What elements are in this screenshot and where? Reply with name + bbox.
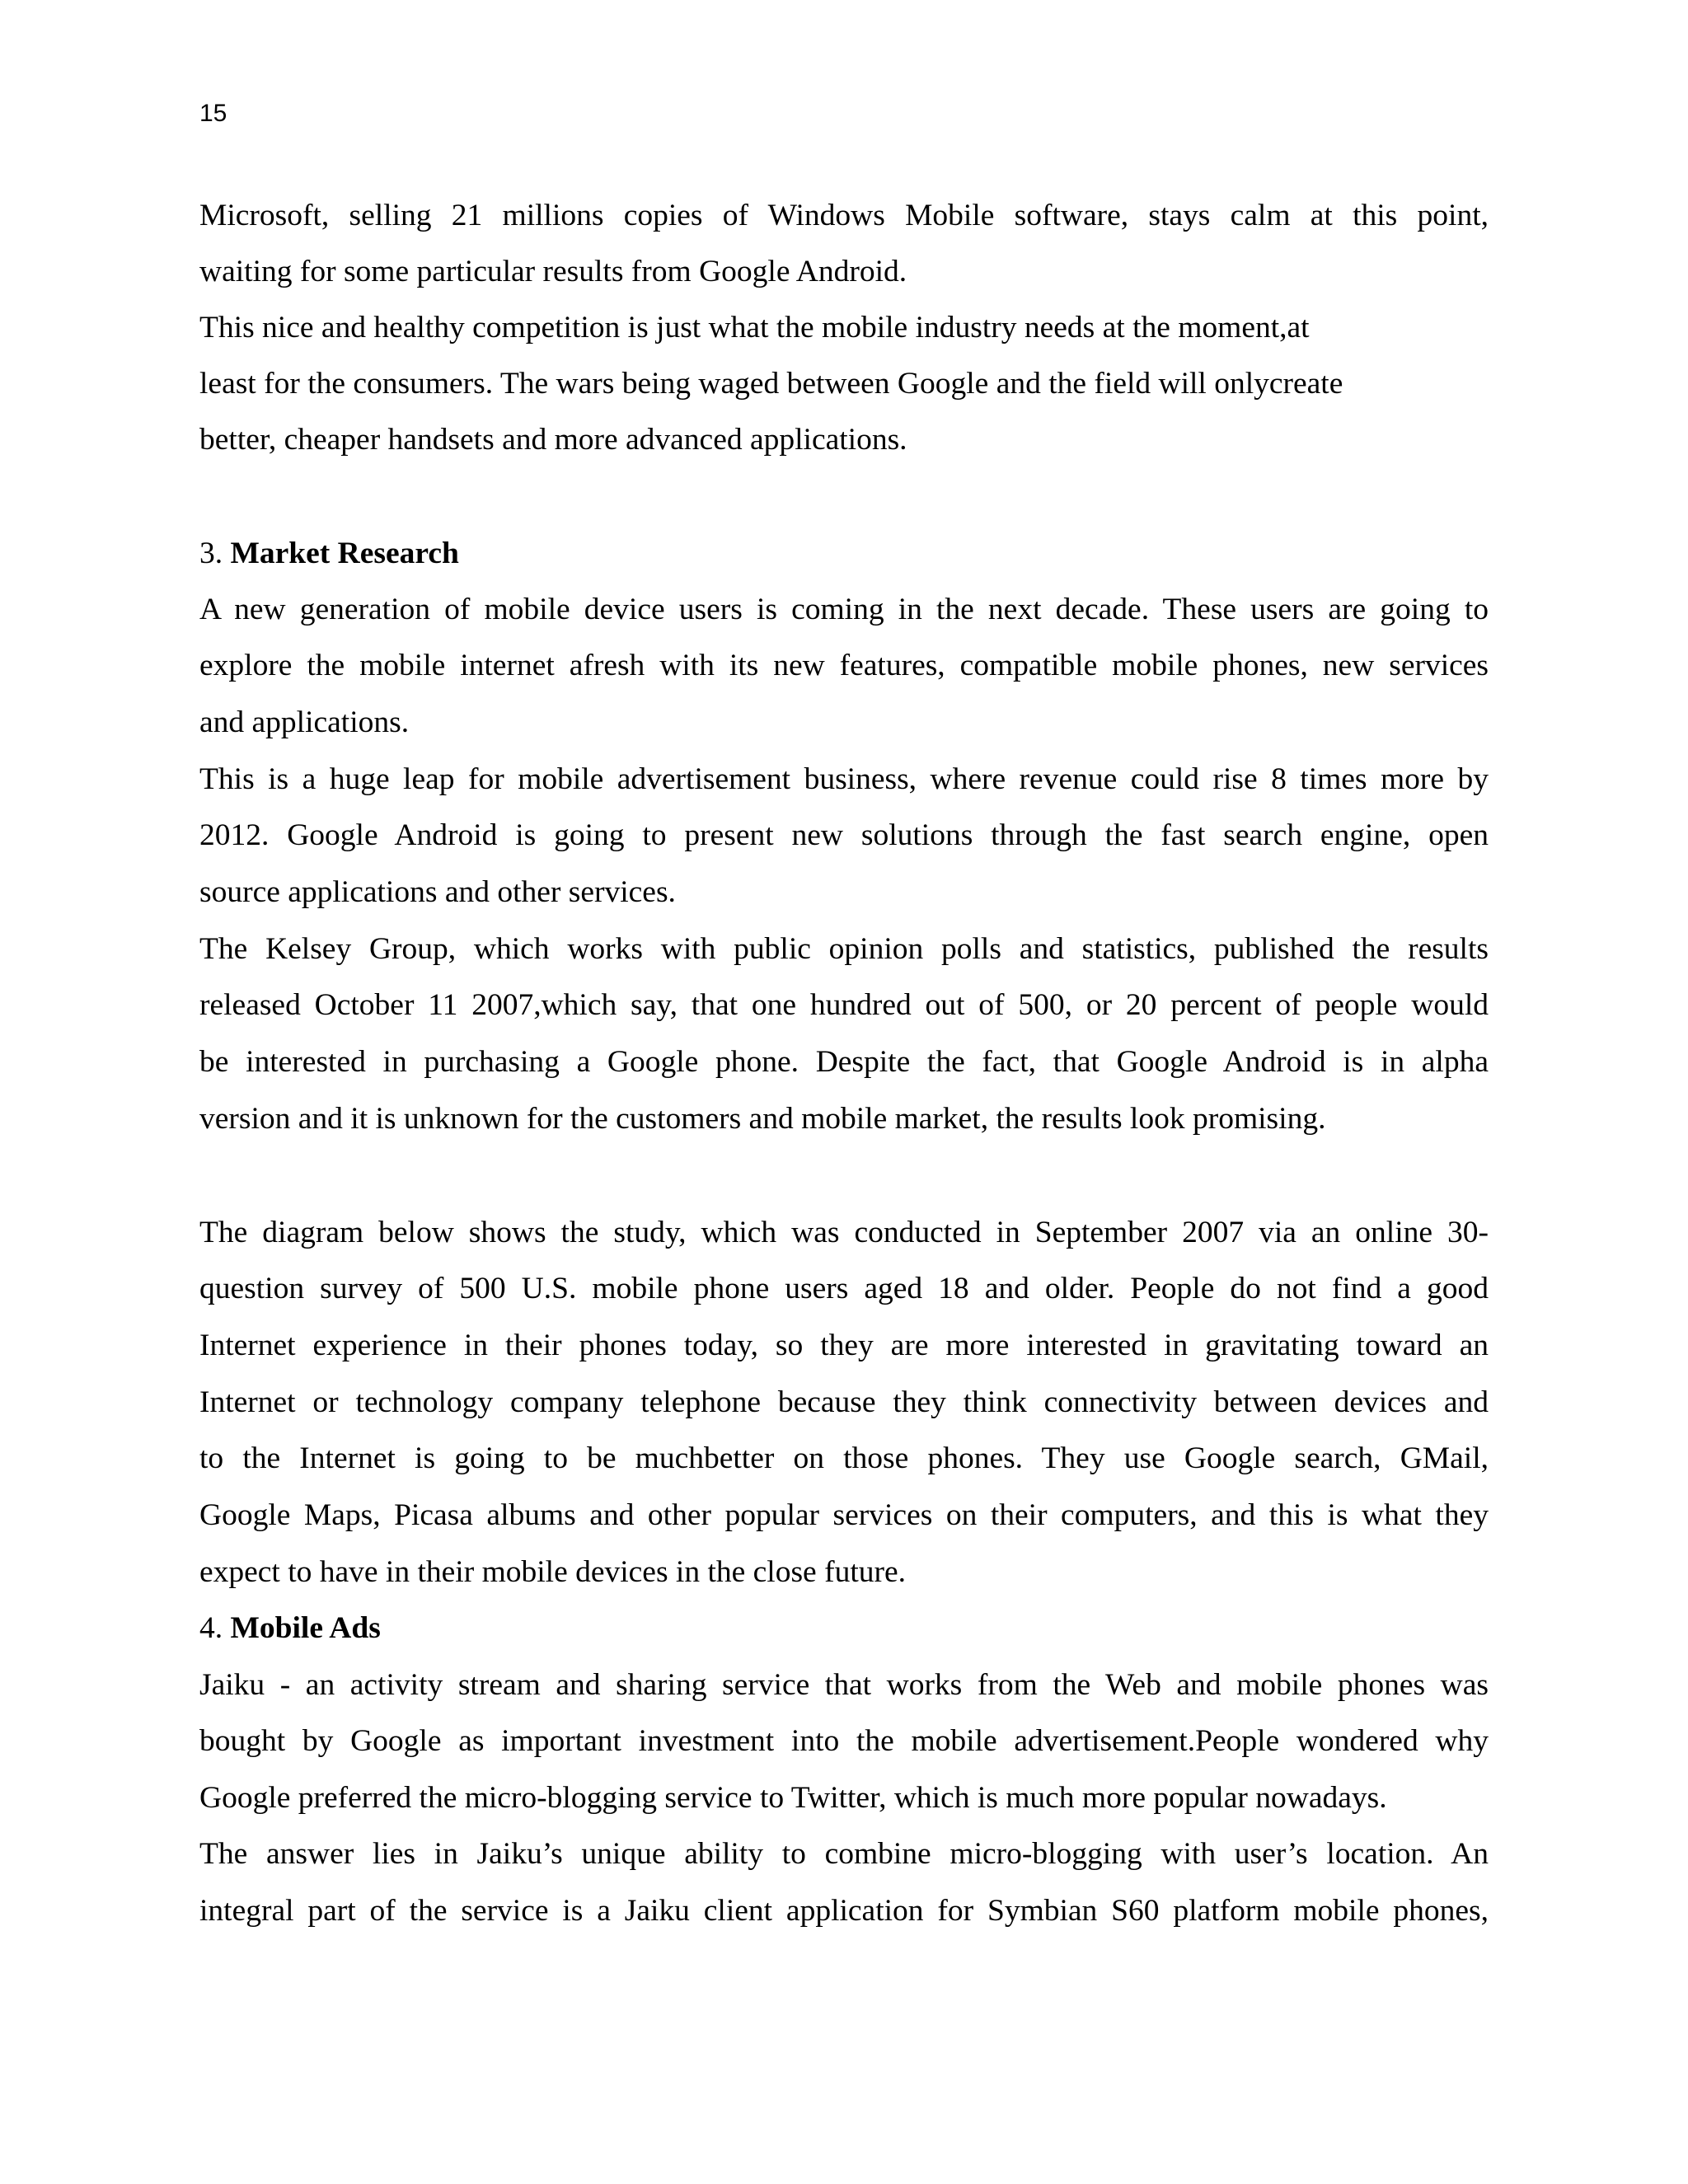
paragraph-line: Jaiku - an activity stream and sharing service that works from the Web and mobile phones was [199,1668,1489,1702]
paragraph-line: 2012. Google Android is going to present new solutions through the fast search engine, open [199,818,1489,852]
paragraph-line: Google preferred the micro-blogging service to Twitter, which is much more popular nowadays. [199,1781,1387,1815]
paragraph-line: integral part of the service is a Jaiku client application for Symbian S60 platform mobile phones, [199,1894,1489,1928]
section-title: Mobile Ads [230,1611,381,1645]
paragraph-line: Internet experience in their phones today, so they are more interested in gravitating toward an [199,1329,1489,1362]
section-number: 3. [199,537,231,570]
paragraph-line: Internet or technology company telephone because they think connectivity between devices and [199,1385,1489,1419]
paragraph-line: released October 11 2007,which say, that one hundred out of 500, or 20 percent of people would [199,988,1489,1022]
paragraph-line: explore the mobile internet afresh with its new features, compatible mobile phones, new services [199,649,1489,682]
paragraph-line: bought by Google as important investment into the mobile advertisement.People wondered why [199,1724,1489,1758]
paragraph-line: expect to have in their mobile devices in the close future. [199,1555,906,1589]
paragraph-line: The Kelsey Group, which works with public opinion polls and statistics, published the results [199,932,1489,966]
paragraph-line: This nice and healthy competition is just what the mobile industry needs at the moment,at [199,311,1310,344]
paragraph-line: A new generation of mobile device users is coming in the next decade. These users are going to [199,593,1489,626]
paragraph-line: The answer lies in Jaiku’s unique ability to combine micro-blogging with user’s location. An [199,1837,1489,1871]
page-number: 15 [199,100,227,127]
paragraph-line: The diagram below shows the study, which was conducted in September 2007 via an online 30- [199,1216,1489,1249]
paragraph-line: version and it is unknown for the customers and mobile market, the results look promising. [199,1102,1326,1136]
section-heading-market-research [199,526,459,583]
paragraph-line: waiting for some particular results from Google Android. [199,255,907,288]
paragraph-line: be interested in purchasing a Google phone. Despite the fact, that Google Android is in alpha [199,1045,1489,1079]
paragraph-line: better, cheaper handsets and more advanced applications. [199,423,907,457]
section-number: 4. [199,1611,231,1645]
section-heading-mobile-ads [199,1601,381,1657]
paragraph-line: source applications and other services. [199,875,676,909]
paragraph-line: Google Maps, Picasa albums and other popular services on their computers, and this is what they [199,1498,1489,1532]
paragraph-line: Microsoft, selling 21 millions copies of Windows Mobile software, stays calm at this point, [199,199,1489,232]
paragraph-line: least for the consumers. The wars being waged between Google and the field will onlycreate [199,367,1343,401]
paragraph-line: This is a huge leap for mobile advertisement business, where revenue could rise 8 times more by [199,762,1489,796]
paragraph-line: to the Internet is going to be muchbetter on those phones. They use Google search, GMail, [199,1441,1489,1475]
paragraph-line: question survey of 500 U.S. mobile phone users aged 18 and older. People do not find a good [199,1272,1489,1305]
section-title: Market Research [230,537,459,570]
paragraph-line: and applications. [199,705,410,739]
